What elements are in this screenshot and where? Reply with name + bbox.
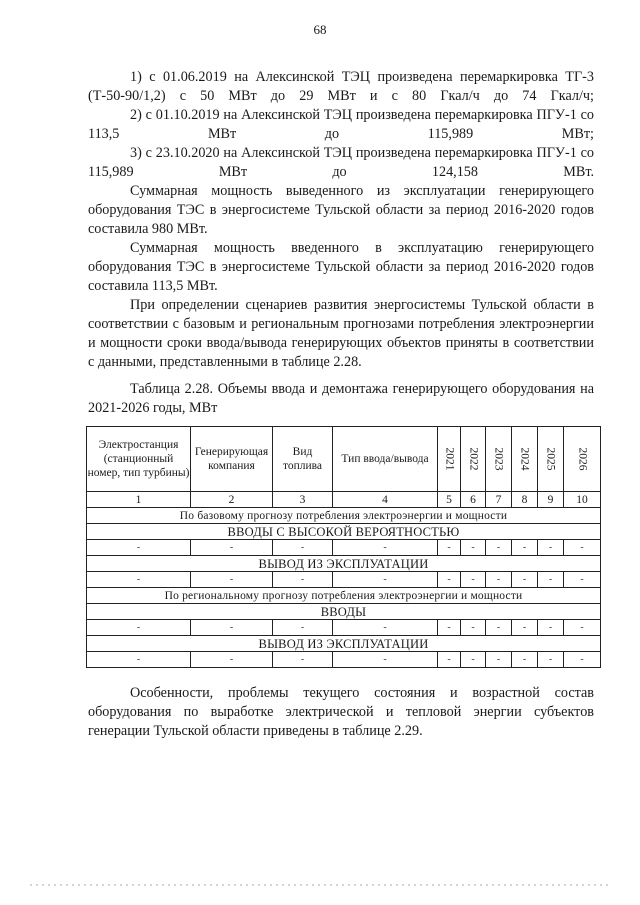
table-cell: - — [273, 572, 333, 588]
table-cell: - — [333, 620, 438, 636]
table-cell: - — [438, 620, 461, 636]
table-cell: - — [273, 540, 333, 556]
section-label: ВВОДЫ — [87, 604, 601, 620]
section-label: По региональному прогнозу потребления электроэнергии и мощности — [87, 588, 601, 604]
section-base-outputs — [87, 556, 601, 572]
col-number: 7 — [486, 492, 512, 508]
section-regional-outputs — [87, 636, 601, 652]
col-number: 9 — [538, 492, 564, 508]
table-cell: - — [191, 540, 273, 556]
column-number-row — [87, 492, 601, 508]
col-number: 3 — [273, 492, 333, 508]
table-cell: - — [438, 540, 461, 556]
table-cell: - — [333, 572, 438, 588]
table-cell: - — [191, 572, 273, 588]
paragraph-3: 3) с 23.10.2020 на Алексинской ТЭЦ произведена перемаркировка ПГУ-1 со 115,989 МВт до 124,158 МВт. — [88, 145, 594, 180]
header-station: Электростанция (станционный номер, тип турбины) — [87, 427, 191, 492]
col-number: 2 — [191, 492, 273, 508]
generation-table — [86, 426, 600, 668]
table-cell: - — [461, 572, 486, 588]
header-year-2022: 2022 — [461, 427, 486, 492]
table-cell: - — [486, 572, 512, 588]
table-cell: - — [512, 620, 538, 636]
paragraph-1: 1) с 01.06.2019 на Алексинской ТЭЦ произведена перемаркировка ТГ-3 (Т-50-90/1,2) с 50 МВт до 29 МВт и с 80 Гкал/ч до 74 Гкал/ч; — [88, 69, 594, 104]
table-cell: - — [512, 540, 538, 556]
table-cell: - — [333, 540, 438, 556]
table-cell: - — [438, 652, 461, 668]
paragraph-7: Особенности, проблемы текущего состояния и возрастной состав оборудования по выработке электрической и тепловой энергии субъектов генерации Тульской области приведены в таблице 2.29. — [88, 685, 594, 739]
table-cell: - — [538, 652, 564, 668]
col-number: 8 — [512, 492, 538, 508]
header-year-2021: 2021 — [438, 427, 461, 492]
header-company: Генерирующая компания — [191, 427, 273, 492]
header-year-2026: 2026 — [564, 427, 601, 492]
table-cell: - — [564, 540, 601, 556]
table-row — [87, 620, 601, 636]
header-year-2023: 2023 — [486, 427, 512, 492]
paragraph-5: Суммарная мощность введенного в эксплуатацию генерирующего оборудования ТЭС в энергосистеме Тульской области за период 2016-2020 годов составила 113,5 МВт. — [88, 240, 594, 294]
header-row — [87, 427, 601, 492]
table-cell: - — [191, 652, 273, 668]
table-cell: - — [87, 540, 191, 556]
section-label: ВЫВОД ИЗ ЭКСПЛУАТАЦИИ — [87, 556, 601, 572]
section-label: ВВОДЫ С ВЫСОКОЙ ВЕРОЯТНОСТЬЮ — [87, 524, 601, 540]
table-cell: - — [564, 652, 601, 668]
header-type: Тип ввода/вывода — [333, 427, 438, 492]
table-cell: - — [538, 540, 564, 556]
table-caption: Таблица 2.28. Объемы ввода и демонтажа генерирующего оборудования на 2021-2026 годы, МВт — [88, 381, 594, 416]
col-number: 10 — [564, 492, 601, 508]
page-number: 68 — [313, 22, 327, 37]
table-cell: - — [461, 540, 486, 556]
section-label: По базовому прогнозу потребления электроэнергии и мощности — [87, 508, 601, 524]
table-cell: - — [87, 652, 191, 668]
table-cell: - — [512, 572, 538, 588]
section-regional-forecast — [87, 588, 601, 604]
table-cell: - — [486, 620, 512, 636]
table-cell: - — [87, 572, 191, 588]
table-row — [87, 652, 601, 668]
table-cell: - — [87, 620, 191, 636]
table-cell: - — [273, 652, 333, 668]
table-cell: - — [564, 620, 601, 636]
scan-artifact-line — [30, 884, 610, 886]
section-base-inputs — [87, 524, 601, 540]
col-number: 6 — [461, 492, 486, 508]
table-cell: - — [564, 572, 601, 588]
header-year-2025: 2025 — [538, 427, 564, 492]
table-row — [87, 540, 601, 556]
table-cell: - — [486, 652, 512, 668]
table-cell: - — [191, 620, 273, 636]
table-cell: - — [461, 620, 486, 636]
col-number: 1 — [87, 492, 191, 508]
table-row — [87, 572, 601, 588]
paragraph-6: При определении сценариев развития энергосистемы Тульской области в соответствии с базовым и региональным прогнозами потребления электроэнергии и мощности сроки ввода/вывода генерирующих объектов приняты в соответствии с данными, представленными в таблице 2.28. — [88, 297, 594, 370]
col-number: 5 — [438, 492, 461, 508]
paragraph-2: 2) с 01.10.2019 на Алексинской ТЭЦ произведена перемаркировка ПГУ-1 со 113,5 МВт до 115,989 МВт; — [88, 107, 594, 142]
col-number: 4 — [333, 492, 438, 508]
table-cell: - — [461, 652, 486, 668]
table-cell: - — [333, 652, 438, 668]
section-regional-inputs — [87, 604, 601, 620]
table-cell: - — [273, 620, 333, 636]
table-cell: - — [438, 572, 461, 588]
table-cell: - — [538, 572, 564, 588]
table-cell: - — [538, 620, 564, 636]
table-cell: - — [486, 540, 512, 556]
section-base-forecast — [87, 508, 601, 524]
section-label: ВЫВОД ИЗ ЭКСПЛУАТАЦИИ — [87, 636, 601, 652]
header-year-2024: 2024 — [512, 427, 538, 492]
table-cell: - — [512, 652, 538, 668]
header-fuel: Вид топлива — [273, 427, 333, 492]
paragraph-4: Суммарная мощность выведенного из эксплуатации генерирующего оборудования ТЭС в энергосистеме Тульской области за период 2016-2020 годов составила 980 МВт. — [88, 183, 594, 237]
